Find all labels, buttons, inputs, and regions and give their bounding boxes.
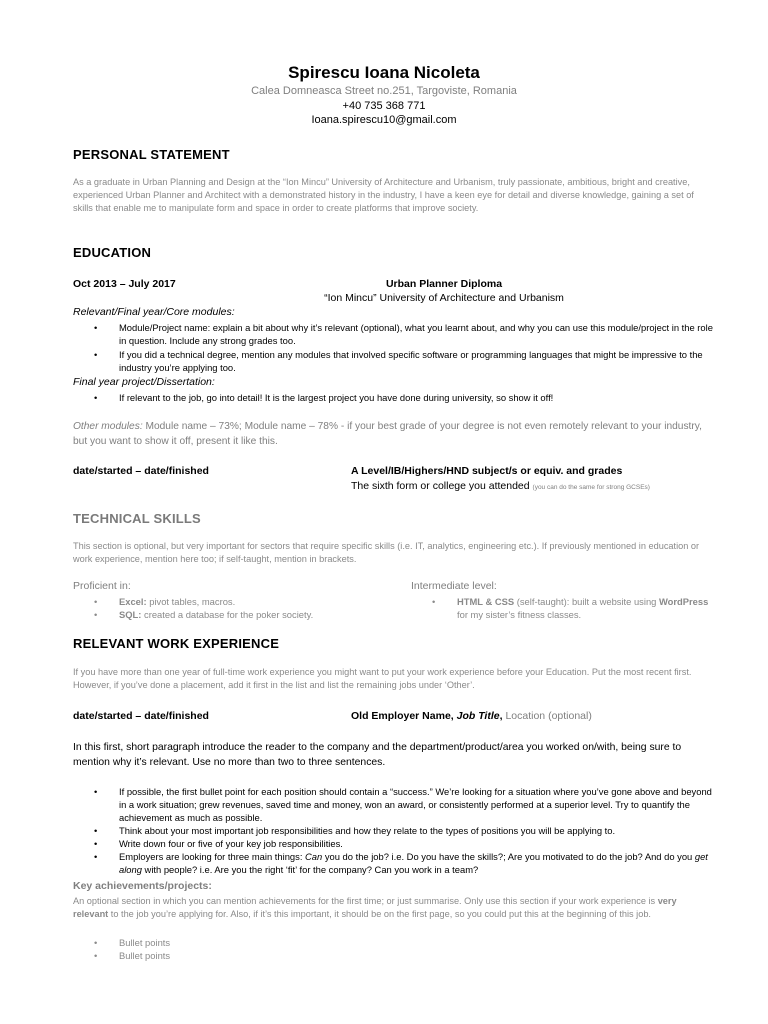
- job-title: Job Title: [456, 710, 500, 722]
- work-bullets: [73, 785, 713, 876]
- email: Ioana.spirescu10@gmail.com: [311, 114, 457, 126]
- other-modules: [73, 420, 713, 449]
- alevel-title: A Level/IB/Highers/HND subject/s or equiv. and grades: [351, 465, 623, 477]
- list-item: • Excel: pivot tables, macros.: [94, 596, 236, 607]
- address: Calea Domneasca Street no.251, Targoviste, Romania: [251, 85, 517, 97]
- list-item: • Write down four or five of your key job responsibilities.: [94, 838, 343, 849]
- key-text-b: very relevant: [73, 896, 677, 920]
- secondary-dates: date/started – date/finished: [73, 465, 209, 477]
- personal-statement-heading: PERSONAL STATEMENT: [73, 147, 230, 162]
- project-bullets: [73, 391, 713, 404]
- technical-skills-heading: TECHNICAL SKILLS: [73, 511, 201, 526]
- skill-desc: for my sister’s fitness classes.: [457, 609, 582, 620]
- list-item: • SQL: created a database for the poker society.: [94, 609, 314, 620]
- list-item: • Employers are looking for three main things: Can you do the job? i.e. Do you have the skills?; Are you motivated to do the job? And do you get along with people? i.e. Are you the right ‘fit’ for the company? Can you work in a team?: [94, 851, 708, 875]
- achievement-bullets: [73, 936, 373, 962]
- list-item: • HTML & CSS (self-taught): built a website using WordPress for my sister’s fitness classes.: [432, 596, 709, 620]
- proficient-list: [73, 595, 373, 621]
- work-summary: In this first, short paragraph introduce the reader to the company and the department/product/area you worked on/with, being sure to mention why it’s relevant. Use no more than two to three sentences.: [73, 742, 682, 768]
- employers-e: with people? i.e. Are you the right ‘fit’ for the company? Can you work in a team?: [141, 864, 479, 875]
- modules-label: Relevant/Final year/Core modules:: [73, 306, 235, 318]
- skill-desc: created a database for the poker society.: [141, 609, 314, 620]
- list-item: • Module/Project name: explain a bit about why it’s relevant (optional), what you learnt about, and why you can use this module/project in the role in question. Include any strong grades too.: [94, 322, 713, 346]
- education-degree: Urban Planner Diploma: [385, 278, 503, 290]
- list-item: • If possible, the first bullet point for each position should contain a “success.” We’re looking for a situation where you’ve gone above and beyond in a work situation; grew revenues, saved time and money, won an award, or consistently performed at a superior level. Try to quantify the achievement as much as possible.: [94, 786, 712, 823]
- skill-name: WordPress: [659, 596, 709, 607]
- employers-d: get along: [119, 851, 708, 875]
- college-line: [351, 480, 650, 492]
- intermediate-label: Intermediate level:: [411, 580, 497, 592]
- employers-a: Employers are looking for three main things:: [119, 851, 306, 862]
- list-item: • If you did a technical degree, mention any modules that involved specific software or programming languages that might be impressive to the industry you’re applying too.: [94, 349, 703, 373]
- employer-line: Old Employer Name, Job Title, Location (optional): [351, 710, 592, 722]
- list-item: • Bullet points: [94, 950, 171, 961]
- bullet-text: Bullet points: [119, 937, 171, 948]
- bullet-text: Module/Project name: explain a bit about why it’s relevant (optional), what you learnt about, and why you can use this module/project in the role in question. Include any strong grades too.: [119, 322, 713, 346]
- other-modules-text: Module name – 73%; Module name – 78% - if your best grade of your degree is not even remotely relevant to your industry, but you want to show it off, present it like this.: [73, 421, 702, 447]
- skill-name: HTML & CSS: [457, 596, 515, 607]
- key-achievements-text: [73, 895, 713, 921]
- work-experience-heading: RELEVANT WORK EXPERIENCE: [73, 636, 280, 651]
- skill-name: SQL:: [119, 609, 142, 620]
- intermediate-list: [411, 595, 711, 621]
- key-text-c: to the job you’re applying for. Also, if it’s this important, it should be on the first page, so you could put this at the beginning of this job.: [108, 909, 651, 920]
- module-bullets: [73, 321, 713, 374]
- list-item: • Bullet points: [94, 937, 171, 948]
- work-intro: If you have more than one year of full-time work experience you might want to put your work experience before your Education. Put the most recent first. However, if you’ve done a placement, add it first in the list and list the remaining jobs under ‘Other’.: [73, 667, 692, 691]
- employers-b: Can: [305, 851, 323, 862]
- college-name: The sixth form or college you attended: [351, 480, 530, 492]
- skill-desc: (self-taught): built a website using: [514, 596, 659, 607]
- bullet-text: If you did a technical degree, mention any modules that involved specific software or programming languages that might be impressive to the industry you’re applying too.: [119, 349, 703, 373]
- skill-name: Excel:: [119, 596, 147, 607]
- education-heading: EDUCATION: [73, 245, 152, 260]
- phone: +40 735 368 771: [342, 100, 426, 112]
- list-item: • If relevant to the job, go into detail! It is the largest project you have done during university, so show it off!: [94, 392, 554, 403]
- bullet-text: Bullet points: [119, 950, 171, 961]
- resume-name: Spirescu Ioana Nicoleta: [288, 63, 480, 82]
- technical-skills-text: This section is optional, but very important for sectors that require specific skills (i.e. IT, analytics, engineering etc.). If previously mentioned in education or work experience, mention here too; if self-taught, mention in brackets.: [73, 541, 700, 565]
- education-school: “Ion Mincu” University of Architecture and Urbanism: [324, 292, 564, 304]
- project-label: Final year project/Dissertation:: [73, 376, 215, 388]
- key-achievements-label: Key achievements/projects:: [73, 880, 212, 892]
- bullet-text: If relevant to the job, go into detail! It is the largest project you have done during university, so show it off!: [119, 392, 554, 403]
- bullet-text: Think about your most important job responsibilities and how they relate to the types of positions you will be applying to.: [119, 825, 616, 836]
- proficient-label: Proficient in:: [73, 580, 131, 592]
- bullet-text: Write down four or five of your key job responsibilities.: [119, 838, 343, 849]
- key-text-a: An optional section in which you can mention achievements for the first time; or just summarise. Only use this section if your work experience is: [73, 896, 658, 906]
- college-note: (you can do the same for strong GCSEs): [532, 484, 650, 491]
- personal-statement-text: As a graduate in Urban Planning and Design at the “Ion Mincu” University of Architecture and Urbanism, truly passionate, ambitious, bright and creative, experienced Urban Planner and Architect with a demonstrated history in the industry, I have a keen eye for detail and diverse knowledge, gaining a set of skills that enable me to manipulate form and space in order to create platforms that improve society.: [73, 177, 694, 214]
- bullet-text: If possible, the first bullet point for each position should contain a “success.” We’re looking for a situation where you’ve gone above and beyond in a work situation; grew revenues, saved time and money, won an award, or consistently performed at a superior level. Try to quantify the achievement as much as possible.: [119, 786, 712, 823]
- skill-desc: pivot tables, macros.: [146, 596, 236, 607]
- employers-c: you do the job? i.e. Do you have the skills?; Are you motivated to do the job? And do you: [322, 851, 695, 862]
- employer-name: Old Employer Name,: [351, 710, 454, 722]
- job-location: Location (optional): [505, 710, 592, 722]
- other-modules-label: Other modules:: [73, 421, 143, 432]
- work-dates: date/started – date/finished: [73, 710, 209, 722]
- education-dates: Oct 2013 – July 2017: [73, 278, 176, 290]
- list-item: • Think about your most important job responsibilities and how they relate to the types of positions you will be applying to.: [94, 825, 616, 836]
